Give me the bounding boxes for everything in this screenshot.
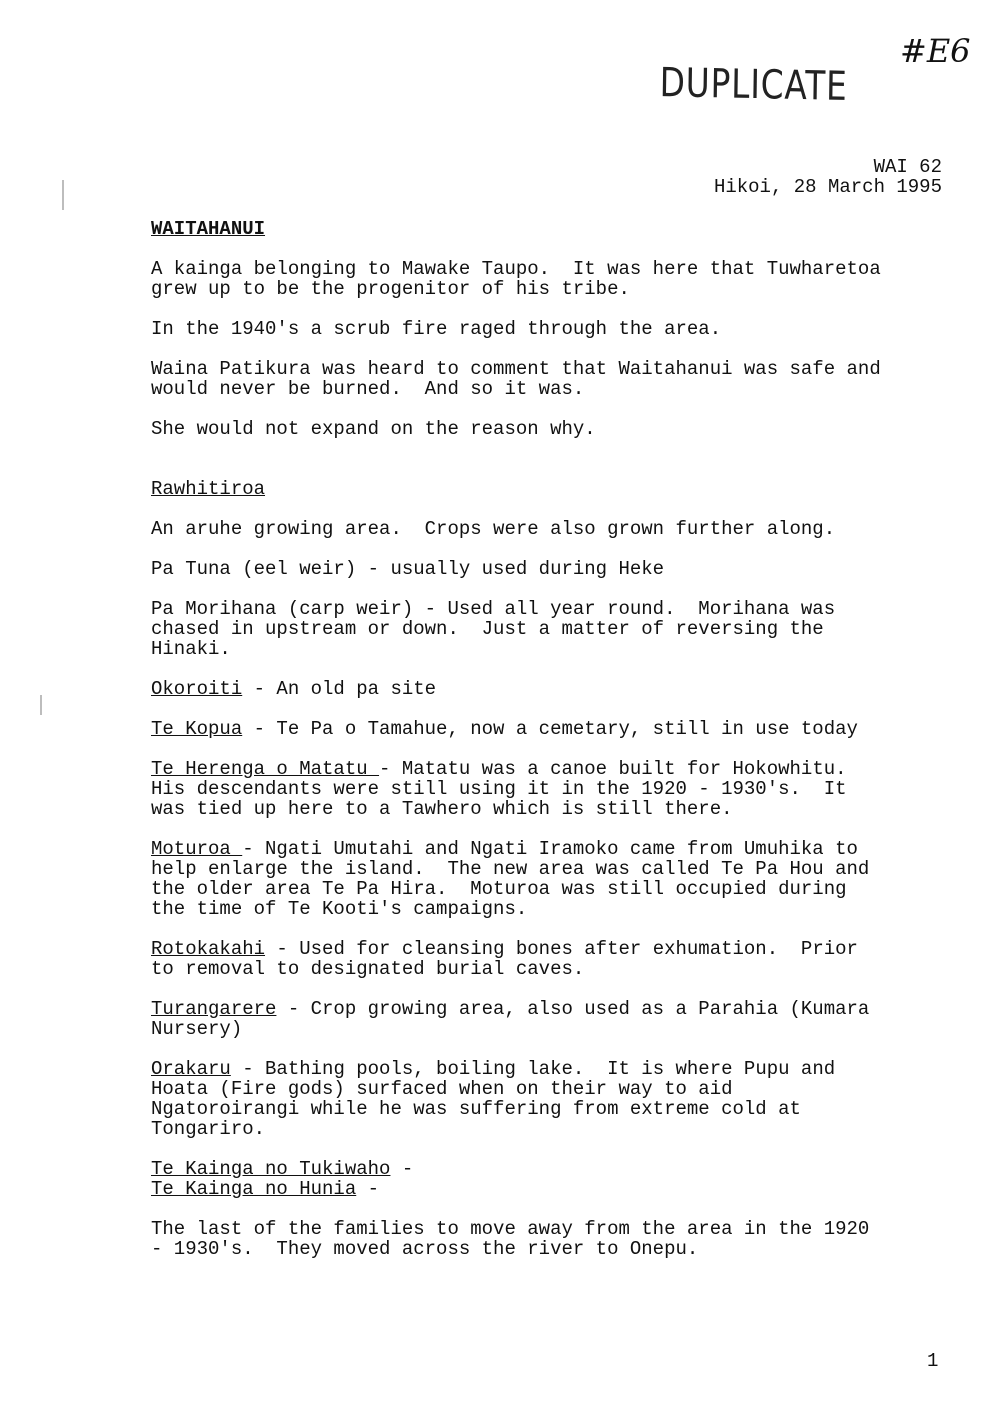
site-name: Turangarere [151, 998, 277, 1020]
paragraph: Pa Tuna (eel weir) - usually used during Heke [151, 558, 665, 580]
site-description: - Te Pa o Tamahue, now a cemetary, still in use today [242, 718, 858, 740]
section-title: WAITAHANUI [151, 218, 266, 240]
site-entry [151, 679, 951, 699]
site-name: Orakaru [151, 1058, 231, 1080]
handwritten-exhibit-mark: #E6 [900, 32, 971, 70]
site-entry [151, 839, 951, 919]
site-entry [151, 999, 951, 1039]
site-description: - Matatu was a canoe built for Hokowhitu. His descendants were still using it in the 1920 - 1930's. It was tied up here to a Tawhero which is still there. [151, 758, 847, 820]
site-description: - Crop growing area, also used as a Parahia (Kumara Nursery) [151, 998, 870, 1040]
site-entry [151, 1059, 951, 1139]
site-entry [151, 759, 951, 819]
page-number: 1 [927, 1350, 939, 1372]
reference-number: WAI 62 [873, 156, 942, 178]
document-header [714, 157, 942, 197]
kainga-name: Te Kainga no Hunia [151, 1178, 357, 1200]
site-description: - Ngati Umutahi and Ngati Iramoko came from Umuhika to help enlarge the island. The new area was called Te Pa Hou and the older area Te Pa Hira. Moturoa was still occupied during the time of Te Kooti's campaigns. [151, 838, 870, 920]
site-description: - Used for cleansing bones after exhumation. Prior to removal to designated burial caves. [151, 938, 858, 980]
duplicate-stamp: DUPLICATE [659, 60, 848, 110]
site-name: Moturoa [151, 838, 243, 860]
kainga-entry [151, 1159, 951, 1179]
paragraph: An aruhe growing area. Crops were also grown further along. [151, 518, 836, 540]
paragraph: A kainga belonging to Mawake Taupo. It was here that Tuwharetoa grew up to be the progenitor of his tribe. [151, 258, 881, 300]
kainga-name: Te Kainga no Tukiwaho [151, 1158, 391, 1180]
document-body [151, 219, 951, 1259]
hikoi-date: Hikoi, 28 March 1995 [713, 176, 942, 198]
kainga-entry [151, 1179, 951, 1199]
paragraph: Pa Morihana (carp weir) - Used all year round. Morihana was chased in upstream or down. Just a matter of reversing the Hinaki. [151, 598, 836, 660]
scan-speck [40, 695, 42, 715]
kainga-dash: - [390, 1158, 414, 1180]
subheading-rawhitiroa: Rawhitiroa [151, 478, 266, 500]
kainga-dash: - [356, 1178, 380, 1200]
site-name: Rotokakahi [151, 938, 266, 960]
site-entry [151, 939, 951, 979]
closing-paragraph: The last of the families to move away from the area in the 1920 - 1930's. They moved across the river to Onepu. [151, 1218, 870, 1260]
site-name: Te Kopua [151, 718, 243, 740]
paragraph: Waina Patikura was heard to comment that Waitahanui was safe and would never be burned. And so it was. [151, 358, 881, 400]
site-name: Okoroiti [151, 678, 243, 700]
paragraph: In the 1940's a scrub fire raged through the area. [151, 318, 722, 340]
site-description: - An old pa site [242, 678, 437, 700]
site-entry [151, 719, 951, 739]
paragraph: She would not expand on the reason why. [151, 418, 596, 440]
site-name: Te Herenga o Matatu [151, 758, 380, 780]
site-description: - Bathing pools, boiling lake. It is where Pupu and Hoata (Fire gods) surfaced when on their way to aid Ngatoroirangi while he was suffering from extreme cold at Tongariro. [151, 1058, 836, 1140]
scan-speck [62, 180, 64, 210]
